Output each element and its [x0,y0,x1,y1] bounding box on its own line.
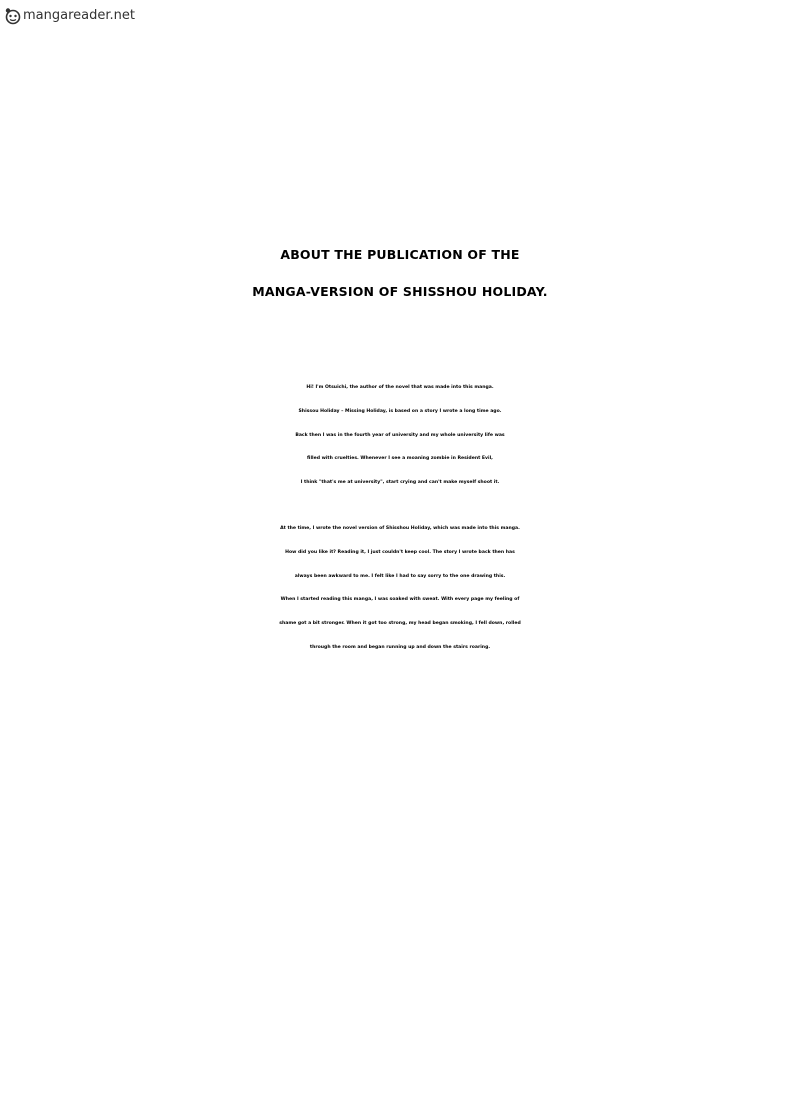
text-line: through the room and began running up and down the stairs roaring. [309,644,491,650]
text-line: always been awkward to me. I felt like I had to say sorry to the one drawing this. [294,573,506,579]
text-line: shame got a bit stronger. When it got too strong, my head began smoking, I fell down, rolled [279,621,521,627]
title-line: ABOUT THE PUBLICATION OF THE [280,247,520,262]
text-line: How did you like it? Reading it, I just couldn't keep cool. The story I wrote back then has [285,549,515,555]
manga-reader-logo-icon [4,7,22,25]
text-line: When I started reading this manga, I was soaked with sweat. With every page my feeling of [280,597,520,603]
text-line: Back then I was in the fourth year of university and my whole university life was [295,432,505,438]
text-line: filled with cruelties. Whenever I see a moaning zombie in Resident Evil, [307,456,493,462]
paragraph-intro [0,376,800,495]
text-line: Shissou Holiday – Missing Holiday, is based on a story I wrote a long time ago. [298,408,502,414]
title-line: MANGA-VERSION OF SHISSHOU HOLIDAY. [252,284,548,299]
page-title [0,236,800,310]
text-line: I think "that's me at university", start crying and can't make myself shoot it. [300,480,500,486]
text-line: At the time, I wrote the novel version of Shisshou Holiday, which was made into this manga. [280,526,520,531]
watermark-text: mangareader.net [23,8,135,23]
watermark [4,6,135,26]
paragraph-reflection [0,517,800,660]
text-line: Hi! I'm Otsuichi, the author of the novel that was made into this manga. [306,385,494,390]
